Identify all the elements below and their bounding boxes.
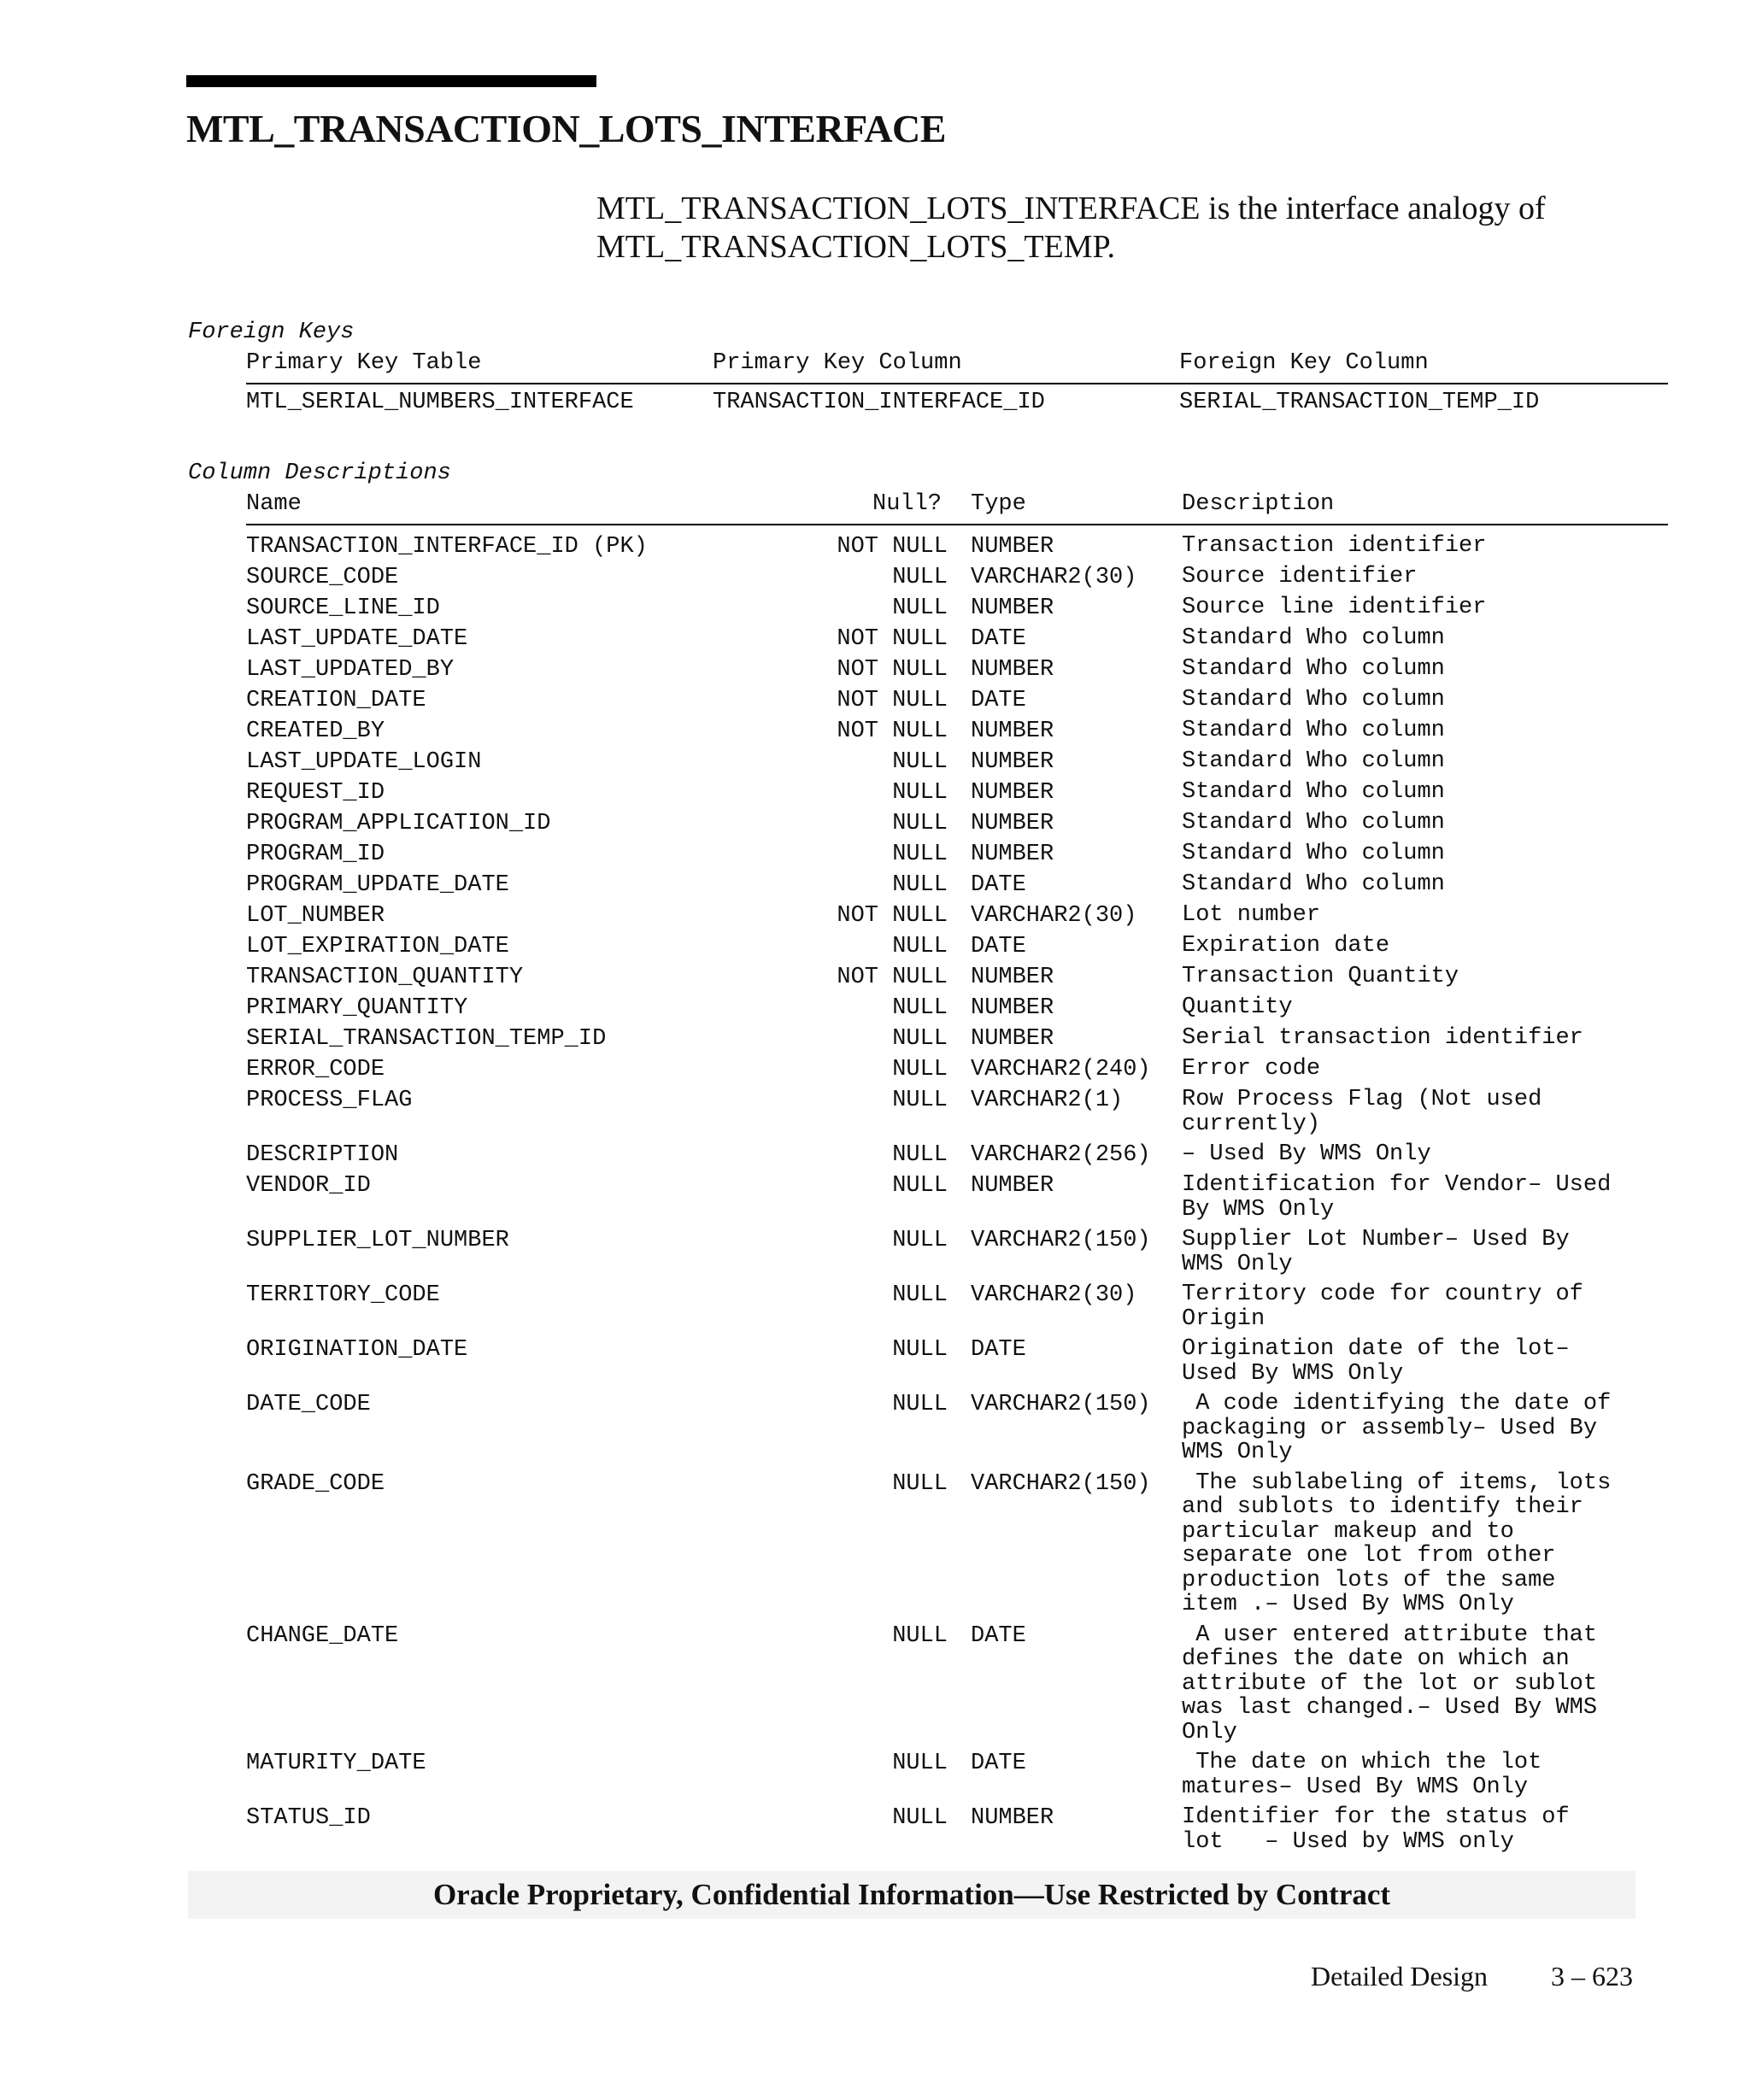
column-nullable: NULL — [892, 995, 948, 1021]
column-description: The sublabeling of items, lots and sublots to identify their particular makeup and to separate one lot from other production lots of the same item .– Used By WMS Only — [1182, 1469, 1612, 1617]
fk-header-primary-key-column: Primary Key Column — [713, 350, 962, 376]
column-type: NUMBER — [971, 1173, 1054, 1199]
column-nullable: NULL — [892, 1282, 948, 1308]
column-name: DESCRIPTION — [246, 1142, 399, 1168]
table-row — [0, 595, 1750, 626]
table-row — [0, 1337, 1750, 1392]
column-nullable: NULL — [892, 1470, 948, 1497]
column-name: LOT_NUMBER — [246, 903, 385, 929]
column-nullable: NOT NULL — [837, 657, 948, 683]
column-name: PRIMARY_QUANTITY — [246, 995, 468, 1021]
fk-header-foreign-key-column: Foreign Key Column — [1179, 350, 1429, 376]
column-description: Standard Who column — [1182, 871, 1445, 897]
column-description: Identification for Vendor– Used By WMS Only — [1182, 1172, 1612, 1223]
column-type: DATE — [971, 1622, 1026, 1649]
column-name: SOURCE_LINE_ID — [246, 595, 440, 621]
column-type: NUMBER — [971, 657, 1054, 683]
foreign-keys-header — [246, 350, 1668, 384]
column-nullable: NOT NULL — [837, 719, 948, 744]
col-header-name: Name — [246, 491, 302, 517]
column-name: TRANSACTION_INTERFACE_ID (PK) — [246, 534, 648, 560]
column-name: ERROR_CODE — [246, 1057, 385, 1082]
column-nullable: NULL — [892, 1622, 948, 1649]
column-nullable: NULL — [892, 1142, 948, 1168]
column-description: – Used By WMS Only — [1182, 1141, 1431, 1167]
column-description: Standard Who column — [1182, 656, 1445, 682]
column-name: LAST_UPDATED_BY — [246, 657, 455, 683]
fk-primary-key-column: TRANSACTION_INTERFACE_ID — [713, 390, 1045, 415]
table-row — [0, 965, 1750, 995]
column-description: The date on which the lot matures– Used By WMS Only — [1182, 1750, 1542, 1800]
column-description: Expiration date — [1182, 933, 1390, 959]
table-row — [0, 626, 1750, 657]
column-name: PROCESS_FLAG — [246, 1088, 413, 1113]
table-row — [0, 1751, 1750, 1805]
column-description: Standard Who column — [1182, 718, 1445, 743]
column-nullable: NULL — [892, 1751, 948, 1776]
column-type: VARCHAR2(150) — [971, 1228, 1151, 1253]
column-type: NUMBER — [971, 780, 1054, 806]
column-type: NUMBER — [971, 811, 1054, 836]
table-row — [0, 1623, 1750, 1751]
column-type: DATE — [971, 934, 1026, 959]
column-nullable: NULL — [892, 595, 948, 621]
column-nullable: NULL — [892, 934, 948, 959]
column-type: DATE — [971, 688, 1026, 713]
table-row — [0, 811, 1750, 842]
column-nullable: NULL — [892, 842, 948, 867]
column-type: VARCHAR2(30) — [971, 1282, 1137, 1308]
column-type: NUMBER — [971, 719, 1054, 744]
column-type: VARCHAR2(30) — [971, 903, 1137, 929]
column-nullable: NULL — [892, 872, 948, 898]
column-descriptions-table — [0, 534, 1750, 1860]
intro-line-1: MTL_TRANSACTION_LOTS_INTERFACE is the interface analogy of — [596, 191, 1546, 226]
column-name: LAST_UPDATE_DATE — [246, 626, 468, 652]
column-type: NUMBER — [971, 749, 1054, 775]
column-description: Serial transaction identifier — [1182, 1025, 1583, 1051]
confidential-footer: Oracle Proprietary, Confidential Information––Use Restricted by Contract — [188, 1871, 1635, 1919]
column-name: ORIGINATION_DATE — [246, 1337, 468, 1363]
column-nullable: NOT NULL — [837, 626, 948, 652]
column-description: Row Process Flag (Not used currently) — [1182, 1087, 1542, 1137]
footer-page-number: 3 – 623 — [1551, 1961, 1633, 1991]
table-row — [0, 688, 1750, 719]
table-row — [0, 719, 1750, 749]
column-name: TRANSACTION_QUANTITY — [246, 965, 524, 990]
column-name: CREATED_BY — [246, 719, 385, 744]
column-name: TERRITORY_CODE — [246, 1282, 440, 1308]
column-nullable: NULL — [892, 1088, 948, 1113]
column-nullable: NULL — [892, 780, 948, 806]
column-name: CHANGE_DATE — [246, 1622, 399, 1649]
table-row — [0, 1805, 1750, 1860]
column-description: Standard Who column — [1182, 625, 1445, 651]
table-row — [0, 995, 1750, 1026]
table-row — [0, 749, 1750, 780]
intro-paragraph — [596, 190, 1665, 267]
table-row — [0, 1392, 1750, 1471]
column-type: VARCHAR2(256) — [971, 1142, 1151, 1168]
table-row — [0, 657, 1750, 688]
column-description: A user entered attribute that defines the date on which an attribute of the lot or sublot was last changed.– Used By WMS Only — [1182, 1622, 1598, 1745]
table-row — [0, 842, 1750, 872]
column-name: PROGRAM_APPLICATION_ID — [246, 811, 551, 836]
table-row — [0, 1057, 1750, 1088]
column-description: Source identifier — [1182, 564, 1418, 590]
column-name: PROGRAM_ID — [246, 842, 385, 867]
page-title: MTL_TRANSACTION_LOTS_INTERFACE — [186, 107, 946, 150]
column-descriptions-label: Column Descriptions — [188, 460, 451, 486]
fk-primary-key-table: MTL_SERIAL_NUMBERS_INTERFACE — [246, 390, 634, 415]
fk-foreign-key-column: SERIAL_TRANSACTION_TEMP_ID — [1179, 390, 1540, 415]
col-header-null: Null? — [872, 491, 943, 517]
table-row — [0, 1228, 1750, 1282]
column-nullable: NULL — [892, 811, 948, 836]
column-type: NUMBER — [971, 595, 1054, 621]
column-type: NUMBER — [971, 965, 1054, 990]
column-type: VARCHAR2(1) — [971, 1088, 1124, 1113]
column-description: A code identifying the date of packaging or assembly– Used By WMS Only — [1182, 1391, 1612, 1465]
table-row — [0, 934, 1750, 965]
col-header-description: Description — [1182, 491, 1335, 517]
column-name: MATURITY_DATE — [246, 1751, 426, 1776]
column-name: PROGRAM_UPDATE_DATE — [246, 872, 509, 898]
column-description: Standard Who column — [1182, 779, 1445, 805]
column-type: VARCHAR2(150) — [971, 1470, 1151, 1497]
table-row — [0, 1173, 1750, 1228]
column-name: LOT_EXPIRATION_DATE — [246, 934, 509, 959]
table-row — [0, 1142, 1750, 1173]
column-description: Transaction Quantity — [1182, 964, 1459, 989]
column-nullable: NULL — [892, 1173, 948, 1199]
column-type: VARCHAR2(150) — [971, 1392, 1151, 1417]
fk-header-primary-key-table: Primary Key Table — [246, 350, 482, 376]
column-nullable: NOT NULL — [837, 903, 948, 929]
column-type: VARCHAR2(240) — [971, 1057, 1151, 1082]
column-type: NUMBER — [971, 1805, 1054, 1831]
column-nullable: NOT NULL — [837, 534, 948, 560]
column-description: Standard Who column — [1182, 810, 1445, 836]
column-nullable: NOT NULL — [837, 965, 948, 990]
column-description: Identifier for the status of lot – Used by WMS only — [1182, 1804, 1570, 1855]
table-row — [0, 872, 1750, 903]
column-nullable: NULL — [892, 565, 948, 590]
footer-section-name: Detailed Design — [1311, 1961, 1489, 1991]
column-description: Standard Who column — [1182, 687, 1445, 713]
column-type: VARCHAR2(30) — [971, 565, 1137, 590]
column-name: CREATION_DATE — [246, 688, 426, 713]
column-description: Lot number — [1182, 902, 1321, 928]
column-name: STATUS_ID — [246, 1805, 371, 1831]
column-type: DATE — [971, 1751, 1026, 1776]
column-description: Error code — [1182, 1056, 1321, 1082]
table-row — [0, 903, 1750, 934]
col-header-type: Type — [971, 491, 1026, 517]
column-nullable: NULL — [892, 1228, 948, 1253]
table-row — [0, 1282, 1750, 1337]
column-name: LAST_UPDATE_LOGIN — [246, 749, 482, 775]
column-nullable: NULL — [892, 1805, 948, 1831]
column-description: Territory code for country of Origin — [1182, 1282, 1583, 1332]
intro-line-2: MTL_TRANSACTION_LOTS_TEMP. — [596, 229, 1115, 265]
column-type: NUMBER — [971, 1026, 1054, 1052]
column-type: DATE — [971, 626, 1026, 652]
column-type: NUMBER — [971, 995, 1054, 1021]
column-name: DATE_CODE — [246, 1392, 371, 1417]
column-name: VENDOR_ID — [246, 1173, 371, 1199]
column-type: DATE — [971, 1337, 1026, 1363]
column-description: Supplier Lot Number– Used By WMS Only — [1182, 1227, 1570, 1277]
column-descriptions-header — [246, 491, 1668, 525]
column-name: REQUEST_ID — [246, 780, 385, 806]
column-type: NUMBER — [971, 534, 1054, 560]
column-nullable: NULL — [892, 1026, 948, 1052]
column-type: DATE — [971, 872, 1026, 898]
table-row — [0, 565, 1750, 595]
column-type: NUMBER — [971, 842, 1054, 867]
column-nullable: NULL — [892, 749, 948, 775]
table-row — [0, 1471, 1750, 1623]
column-name: SUPPLIER_LOT_NUMBER — [246, 1228, 509, 1253]
column-description: Transaction identifier — [1182, 533, 1487, 559]
column-name: SERIAL_TRANSACTION_TEMP_ID — [246, 1026, 607, 1052]
table-row — [0, 1088, 1750, 1142]
table-row — [0, 534, 1750, 565]
column-name: SOURCE_CODE — [246, 565, 399, 590]
column-nullable: NOT NULL — [837, 688, 948, 713]
column-description: Standard Who column — [1182, 748, 1445, 774]
column-nullable: NULL — [892, 1392, 948, 1417]
column-nullable: NULL — [892, 1057, 948, 1082]
column-description: Standard Who column — [1182, 841, 1445, 866]
column-description: Source line identifier — [1182, 595, 1487, 620]
column-description: Quantity — [1182, 994, 1293, 1020]
title-rule — [186, 75, 596, 87]
column-description: Origination date of the lot– Used By WMS Only — [1182, 1336, 1570, 1387]
foreign-keys-label: Foreign Keys — [188, 320, 355, 345]
column-name: GRADE_CODE — [246, 1470, 385, 1497]
column-nullable: NULL — [892, 1337, 948, 1363]
table-row — [0, 1026, 1750, 1057]
table-row — [0, 780, 1750, 811]
